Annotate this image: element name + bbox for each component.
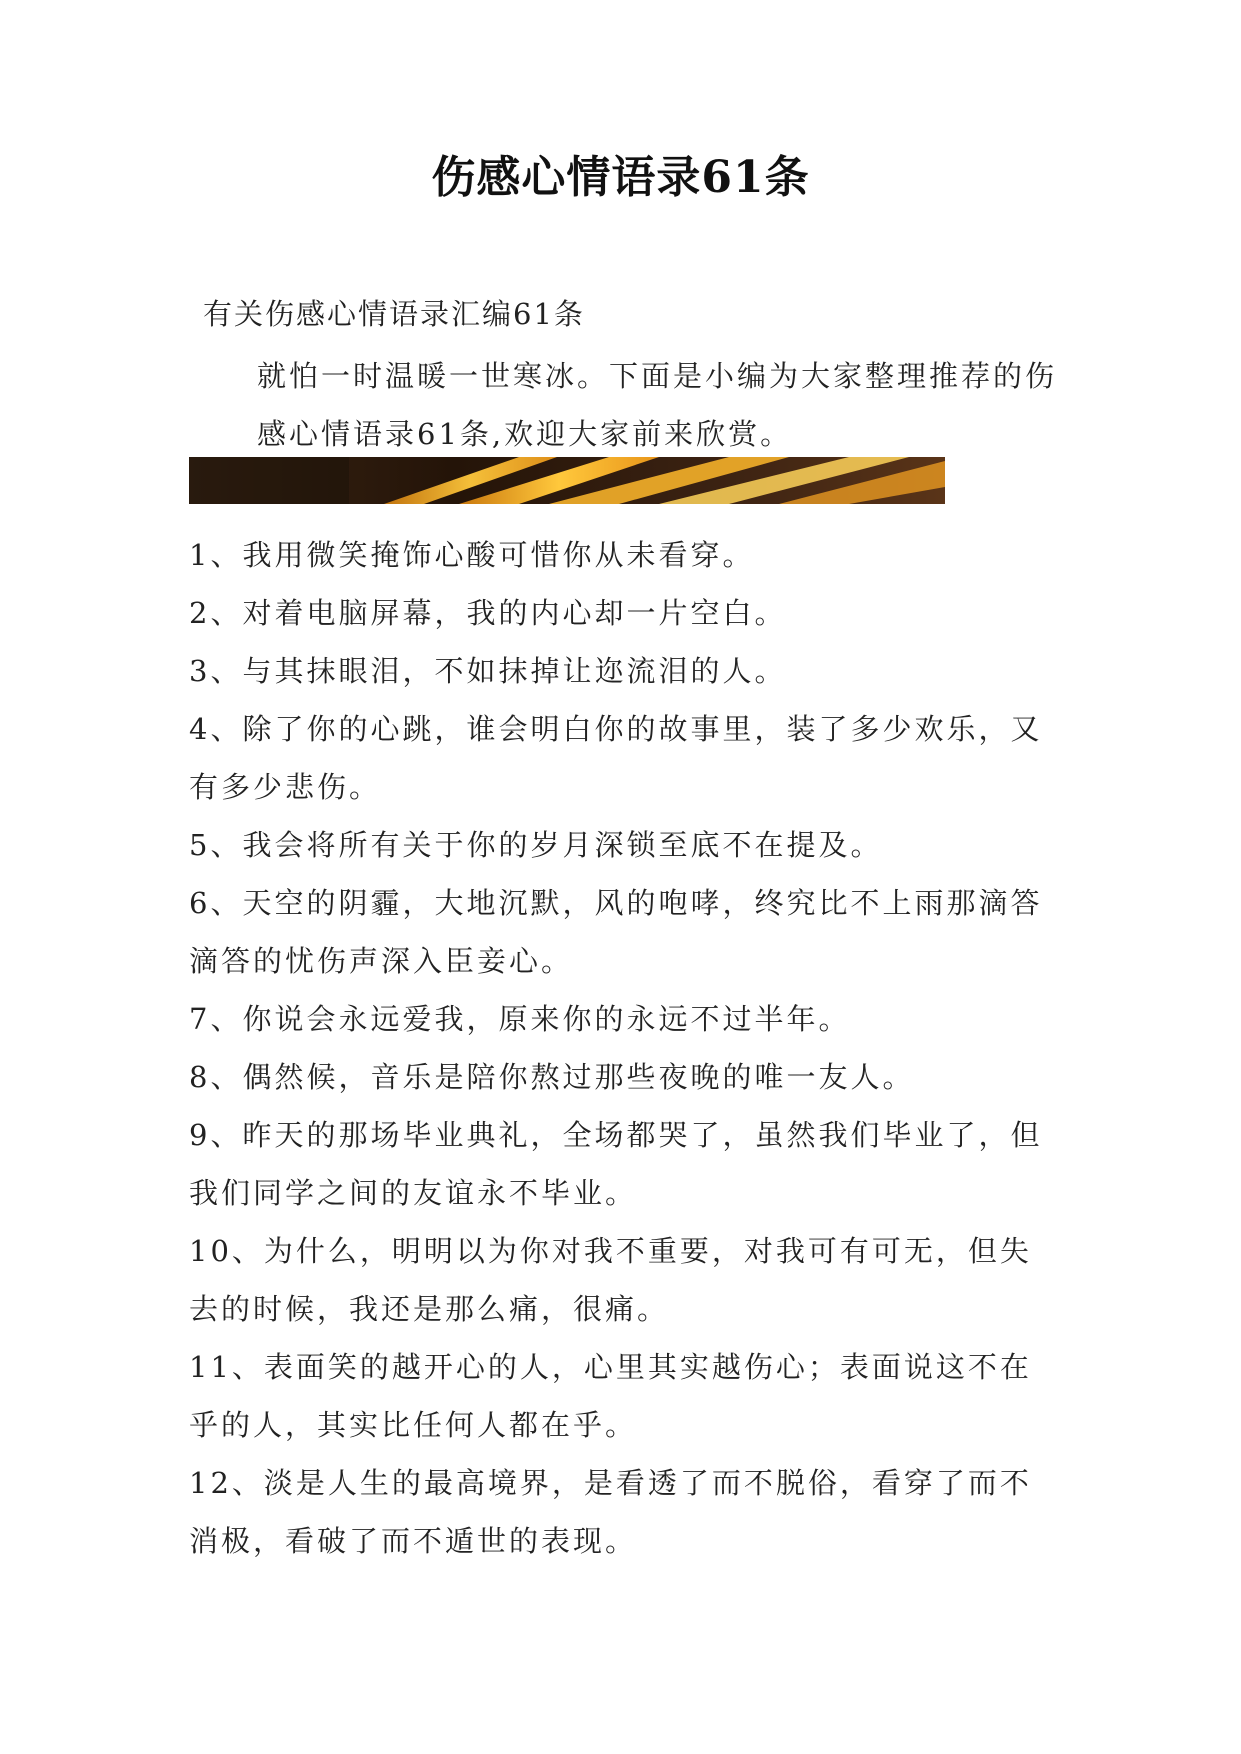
- intro-text: 就怕一时温暖一世寒冰。下面是小编为大家整理推荐的伤感心情语录61条,欢迎大家前来欣赏。: [257, 359, 1058, 451]
- list-item: 9、昨天的那场毕业典礼，全场都哭了，虽然我们毕业了，但我们同学之间的友谊永不毕业。: [189, 1118, 1043, 1210]
- quote-list: [189, 526, 1059, 1570]
- list-item: 8、偶然候，音乐是陪你熬过那些夜晚的唯一友人。: [189, 1060, 915, 1094]
- list-item: 12、淡是人生的最高境界，是看透了而不脱俗，看穿了而不消极，看破了而不遁世的表现。: [189, 1466, 1032, 1558]
- list-item: 3、与其抹眼泪，不如抹掉让迩流泪的人。: [189, 654, 787, 688]
- list-item: 2、对着电脑屏幕，我的内心却一片空白。: [189, 596, 787, 630]
- banner-graphic: [189, 457, 945, 504]
- document-subtitle: 有关伤感心情语录汇编61条: [203, 297, 585, 331]
- intro-paragraph: [189, 347, 1059, 463]
- decorative-banner-image: [189, 457, 945, 504]
- list-item: 10、为什么，明明以为你对我不重要，对我可有可无，但失去的时候，我还是那么痛，很痛。: [189, 1234, 1032, 1326]
- list-item: 5、我会将所有关于你的岁月深锁至底不在提及。: [189, 828, 883, 862]
- list-item: 11、表面笑的越开心的人，心里其实越伤心；表面说这不在乎的人，其实比任何人都在乎。: [189, 1350, 1032, 1442]
- page-title: 伤感心情语录61条: [431, 152, 810, 203]
- list-item: 1、我用微笑掩饰心酸可惜你从未看穿。: [189, 538, 755, 572]
- list-item: 7、你说会永远爱我，原来你的永远不过半年。: [189, 1002, 851, 1036]
- list-item: 6、天空的阴霾，大地沉默，风的咆哮，终究比不上雨那滴答滴答的忧伤声深入臣妾心。: [189, 886, 1043, 978]
- list-item: 4、除了你的心跳，谁会明白你的故事里，装了多少欢乐，又有多少悲伤。: [189, 712, 1043, 804]
